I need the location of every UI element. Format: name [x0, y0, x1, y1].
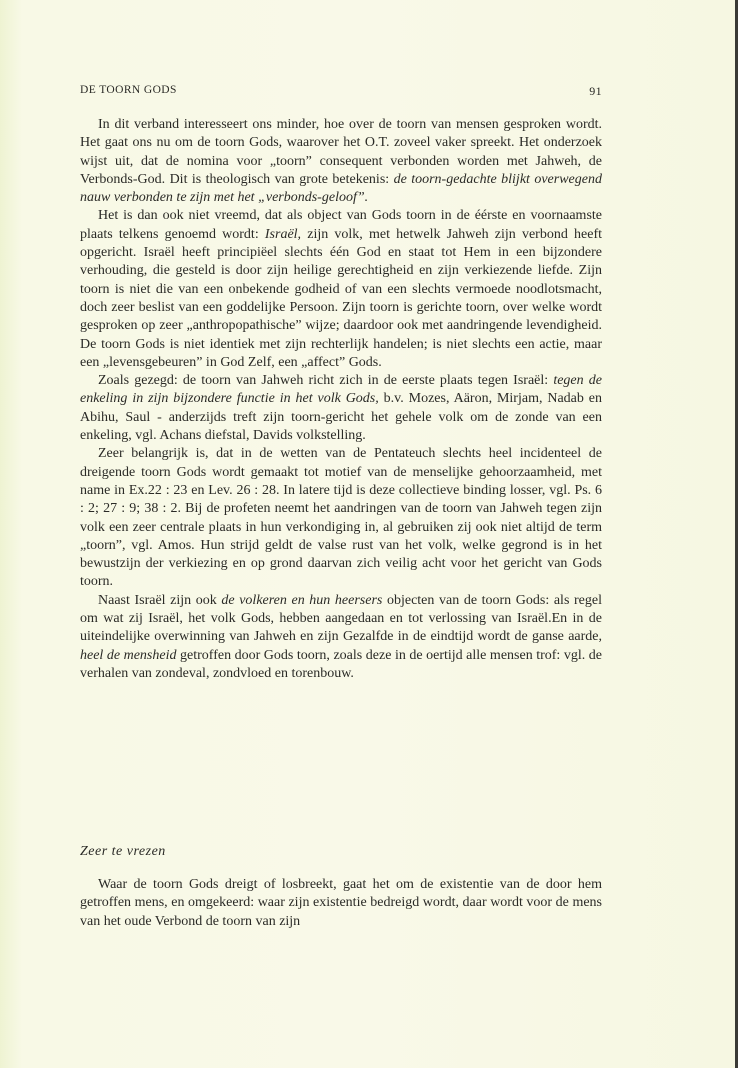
paragraph-4-text: Zeer belangrijk is, dat in de wetten van de Pentateuch slechts heel incidenteel de dreigende toorn Gods wordt gemaakt tot motief van de menselijke gehoorzaamheid, met name in Ex.22 : 23 en Lev. 26 : 28. In latere tijd is deze collectieve binding losser, vgl. Ps. 6 : 2; 27 : 9; 38 : 2. Bij de profeten neemt het aandringen van de toorn van Jahweh tegen zijn volk een zeer centrale plaats in hun verkondiging in, al gebruiken zij ook niet altijd de term „toorn”, vgl. Amos. Hun strijd geldt de valse rust van het volk, welke gegrond is in het bewustzijn der verkiezing en op grond daarvan zich veilig acht voor het gericht van Gods toorn.: [80, 446, 602, 590]
section-text: [80, 876, 602, 931]
paragraph-5: [80, 592, 602, 683]
section-heading: Zeer te vrezen: [80, 844, 166, 859]
paragraph-5-text-c: getroffen door Gods toorn, zoals deze in de oertijd alle mensen trof: vgl. de verhalen van zondeval, zondvloed en torenbouw.: [80, 647, 602, 681]
section-paragraph-1-text: Waar de toorn Gods dreigt of losbreekt, gaat het om de existentie van de door hem getroffen mens, en omgekeerd: waar zijn existentie bedreigd wordt, daar wordt voor de mens van het oude Verbond de toorn van zijn: [80, 877, 602, 929]
paragraph-5-emphasis-a: de volkeren en hun heersers: [221, 592, 383, 608]
page-header: [80, 84, 602, 100]
paragraph-3: [80, 372, 602, 445]
paragraph-2-text-a: Het is dan ook niet vreemd, dat als object van Gods toorn in de éérste en voornaamste plaats telkens genoemd wordt:: [80, 208, 602, 242]
page-number: 91: [589, 84, 602, 98]
paragraph-5-text-a: Naast Israël zijn ook: [98, 592, 222, 608]
paragraph-4: [80, 445, 602, 591]
paragraph-2-emphasis: Israël,: [264, 226, 302, 242]
running-title: DE TOORN GODS: [80, 84, 177, 96]
main-text: [80, 116, 602, 683]
paragraph-1-emphasis: de toorn-gedachte blijkt overwegend nauw verbonden te zijn met het „verbonds-geloof”.: [80, 171, 602, 206]
paragraph-2-text-b: zijn volk, met hetwelk Jahweh zijn verbond heeft opgericht. Israël heeft principiëel slechts één God en staat tot Hem in een bijzondere verhouding, die gesteld is door zijn heilige gerechtigheid en zijn verkiezende liefde. Zijn toorn is niet die van een onbekende godheid of van een slechts vermoede noodlotsmacht, doch zeer beslist van een goddelijke Persoon. Zijn toorn is gerichte toorn, over welke wordt gesproken op zeer „anthropopathische” wijze; daardoor ook met aandringende levendigheid. De toorn Gods is niet identiek met zijn rechterlijk handelen; is niet slechts een actie, maar een „levensgebeuren” in God Zelf, een „affect” Gods.: [80, 226, 602, 370]
paragraph-1: [80, 116, 602, 207]
paragraph-1-text: In dit verband interesseert ons minder, hoe over de toorn van mensen gesproken wordt. Het gaat ons nu om de toorn Gods, waarover het O.T. zoveel vaker spreekt. Het onderzoek wijst uit, dat de nomina voor „toorn” consequent verbonden worden met Jahweh, de Verbonds-God. Dit is theologisch van grote betekenis:: [80, 117, 602, 187]
paragraph-3-emphasis: tegen de enkeling in zijn bijzondere functie in het volk Gods,: [80, 373, 602, 407]
section-paragraph-1: [80, 876, 602, 931]
paragraph-2: [80, 207, 602, 372]
paragraph-5-emphasis-b: heel de mensheid: [80, 647, 177, 663]
paragraph-3-text-b: b.v. Mozes, Aäron, Mirjam, Nadab en Abihu, Saul - anderzijds treft zijn toorn-gericht het gehele volk om de zonde van een enkeling, vgl. Achans diefstal, Davids volkstelling.: [80, 391, 602, 444]
paragraph-5-text-b: objecten van de toorn Gods: als regel om wat zij Israël, het volk Gods, hebben aangedaan en tot verlossing van Israël.En in de uiteindelijke overwinning van Jahweh en zijn Gezalfde in de eindtijd wordt de ganse aarde,: [80, 592, 602, 645]
paragraph-3-text-a: Zoals gezegd: de toorn van Jahweh richt zich in de eerste plaats tegen Israël:: [98, 373, 554, 389]
